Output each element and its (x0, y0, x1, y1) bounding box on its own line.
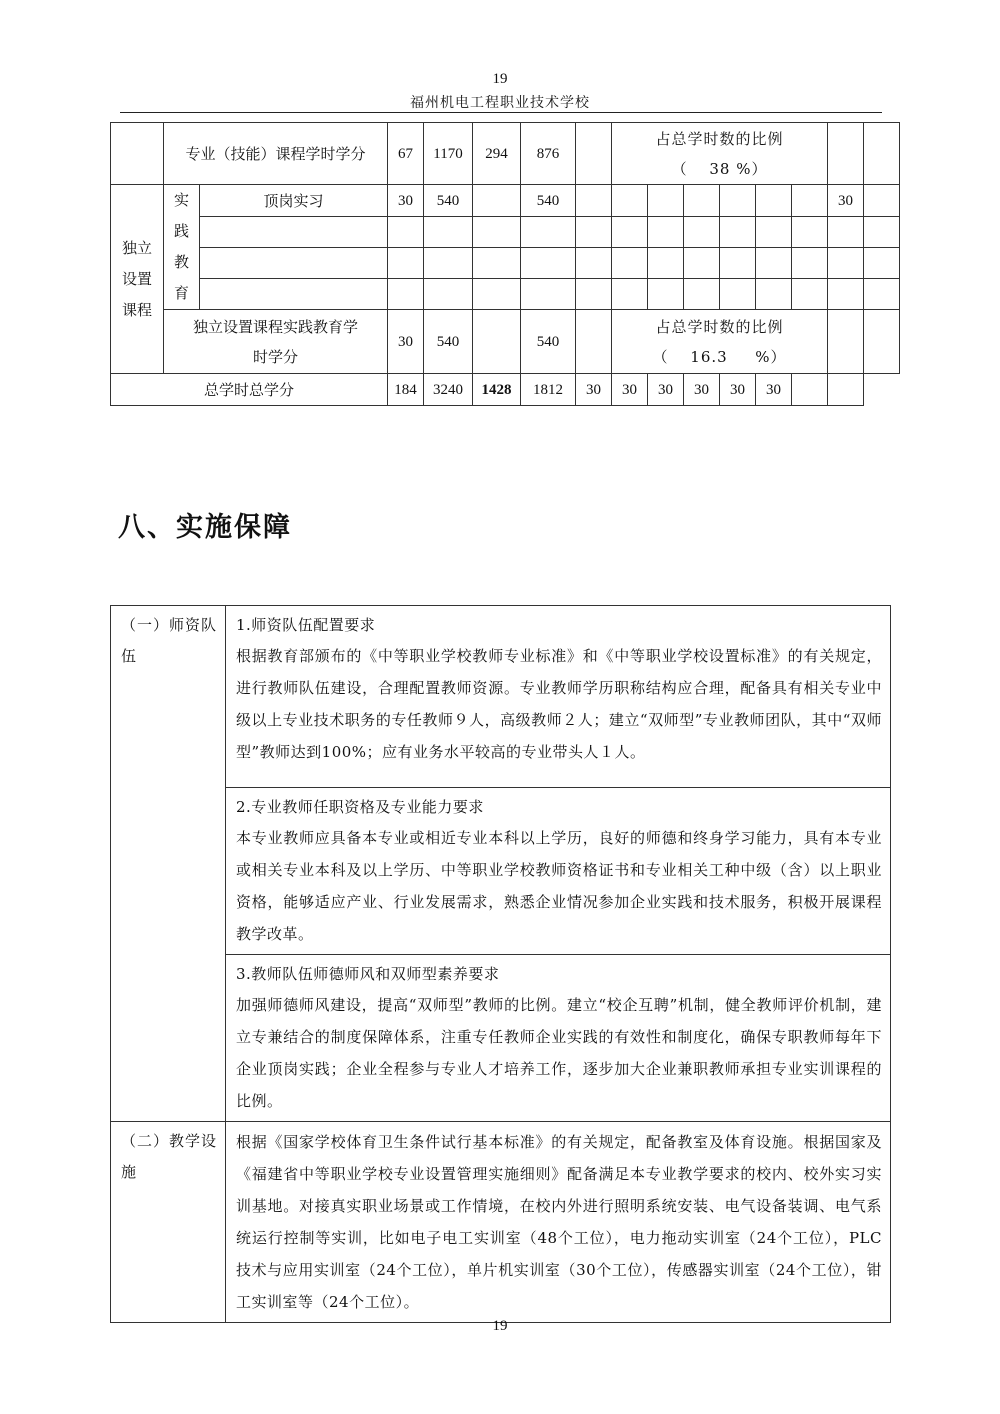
row-label-total: 总学时总学分 (111, 374, 388, 406)
sub-label-char: 实 (173, 191, 189, 209)
sub-label-char: 践 (173, 222, 189, 240)
table-row-total (111, 374, 900, 406)
item-text: 加强师德师风建设，提高“双师型”教师的比例。建立“校企互聘”机制，健全教师评价机制，建立专兼结合的制度保障体系，注重专任教师企业实践的有效性和制度化，确保专职教师每年下企业顶岗实践；企业全程参与专业人才培养工作，逐步加大企业兼职教师承担专业实训课程的比例。 (236, 996, 882, 1110)
table-row-teachers-2 (111, 788, 891, 955)
row-label-internship: 顶岗实习 (200, 185, 388, 217)
sub-label-char: 育 (173, 284, 189, 302)
item-title: 3.教师队伍师德师风和双师型素养要求 (236, 965, 500, 983)
table-row-blank (111, 279, 900, 310)
row-label-subtotal (164, 310, 388, 374)
cell-total-hours: 540 (424, 185, 473, 217)
ratio-value: （ 16.3 %） (652, 347, 787, 366)
cell-credits: 30 (388, 310, 424, 374)
cell-week-total: 30 (648, 374, 684, 406)
content-teachers-2 (226, 788, 891, 955)
cell-week-hours: 30 (828, 185, 864, 217)
table-row-blank (111, 217, 900, 248)
cell-total-hours: 540 (424, 310, 473, 374)
header-page-number: 19 (492, 71, 508, 87)
label-teachers: （一）师资队伍 (111, 606, 226, 1122)
item-title: 2.专业教师任职资格及专业能力要求 (236, 798, 484, 816)
cell-practice-hours: 540 (521, 185, 576, 217)
footer-page-number: 19 (492, 1318, 508, 1334)
cell-credits: 67 (388, 123, 424, 185)
content-teachers-3 (226, 955, 891, 1122)
label-facilities: （二）教学设施 (111, 1122, 226, 1323)
item-title: 1.师资队伍配置要求 (236, 616, 376, 634)
cell-theory-hours (473, 185, 521, 217)
credit-hours-table (110, 122, 900, 406)
row-label-line: 独立设置课程实践教育学 (193, 317, 359, 336)
cell-practice-hours: 540 (521, 310, 576, 374)
cell-total: 1428 (473, 374, 521, 406)
cell-week-total: 30 (576, 374, 612, 406)
group-label-line: 课程 (121, 300, 152, 319)
table-row-teachers-3 (111, 955, 891, 1122)
cell-theory-hours (473, 310, 521, 374)
cell-week-total: 30 (612, 374, 648, 406)
table-row-facilities (111, 1122, 891, 1323)
cell-total-hours: 1170 (424, 123, 473, 185)
ratio-label: 占总学时数的比例 (655, 129, 784, 148)
cell-theory-hours: 294 (473, 123, 521, 185)
table-row-professional (111, 123, 900, 185)
table-row-internship (111, 185, 900, 217)
cell-practice-hours: 876 (521, 123, 576, 185)
table-row-teachers (111, 606, 891, 788)
cell-total: 184 (388, 374, 424, 406)
cell-credits: 30 (388, 185, 424, 217)
row-label-professional: 专业（技能）课程学时学分 (164, 123, 388, 185)
header-school-name: 福州机电工程职业技术学校 (410, 95, 590, 111)
item-text: 根据教育部颁布的《中等职业学校教师专业标准》和《中等职业学校设置标准》的有关规定，进行教师队伍建设，合理配置教师资源。专业教师学历职称结构应合理，配备具有相关专业中级以上专业技术职务的专任教师９人，高级教师２人；建立“双师型”专业教师团队，其中“双师型”教师达到100%；应有业务水平较高的专业带头人１人。 (236, 647, 882, 761)
group-label-line: 设置 (121, 269, 152, 288)
row-label-line: 时学分 (253, 347, 299, 366)
sub-label-char: 教 (173, 253, 189, 271)
table-cell-empty (864, 123, 900, 185)
ratio-cell-professional (612, 123, 828, 185)
group-label-independent-courses (111, 185, 164, 374)
guarantee-table (110, 605, 891, 1323)
cell-total: 3240 (424, 374, 473, 406)
section-title: 八、实施保障 (118, 512, 292, 543)
content-facilities (226, 1122, 891, 1323)
content-teachers-1 (226, 606, 891, 788)
cell-week-total: 30 (684, 374, 720, 406)
table-cell-empty (576, 123, 612, 185)
cell-total: 1812 (521, 374, 576, 406)
table-cell-empty (111, 123, 164, 185)
table-cell-empty (828, 123, 864, 185)
header-divider (120, 112, 882, 113)
ratio-label: 占总学时数的比例 (655, 317, 784, 336)
table-row-subtotal (111, 310, 900, 374)
ratio-cell-subtotal (612, 310, 828, 374)
ratio-value: （ 38 %） (671, 159, 768, 178)
cell-week-total: 30 (720, 374, 756, 406)
group-label-line: 独立 (121, 238, 152, 257)
sub-label-practice-education (164, 185, 200, 310)
table-row-blank (111, 248, 900, 279)
item-text: 本专业教师应具备本专业或相近专业本科以上学历，良好的师德和终身学习能力，具有本专业或相关专业本科及以上学历、中等职业学校教师资格证书和专业相关工种中级（含）以上职业资格，能够适应产业、行业发展需求，熟悉企业情况参加企业实践和技术服务，积极开展课程教学改革。 (236, 829, 882, 943)
cell-week-total: 30 (756, 374, 792, 406)
item-text: 根据《国家学校体育卫生条件试行基本标准》的有关规定，配备教室及体育设施。根据国家及《福建省中等职业学校专业设置管理实施细则》配备满足本专业教学要求的校内、校外实习实训基地。对接真实职业场景或工作情境，在校内外进行照明系统安装、电气设备装调、电气系统运行控制等实训，比如电子电工实训室（48个工位），电力拖动实训室（24个工位），PLC技术与应用实训室（24个工位），单片机实训室（30个工位），传感器实训室（24个工位），钳工实训室等（24个工位）。 (236, 1133, 882, 1311)
